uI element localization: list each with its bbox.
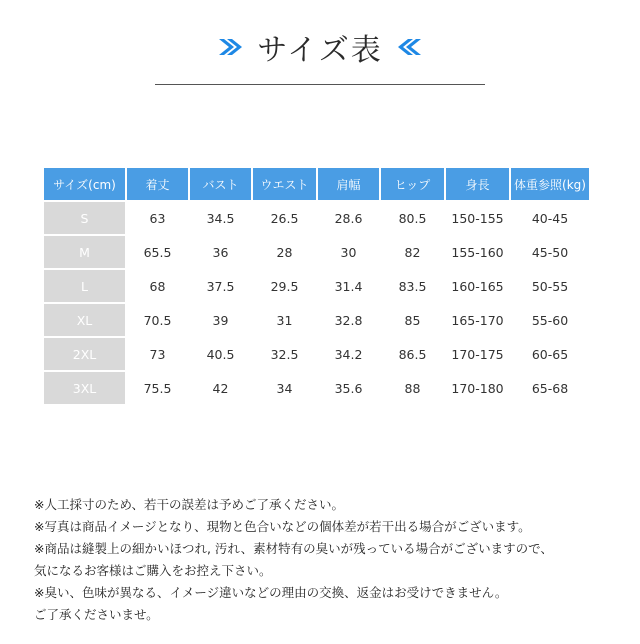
table-cell: 40.5 (190, 338, 251, 370)
table-cell: 31 (253, 304, 316, 336)
table-cell: 60-65 (511, 338, 589, 370)
table-cell: 34 (253, 372, 316, 404)
table-cell: 34.2 (318, 338, 379, 370)
table-cell: 170-180 (446, 372, 509, 404)
size-label: XL (44, 304, 125, 336)
table-cell: 34.5 (190, 202, 251, 234)
note-line: ※臭い、色味が異なる、イメージ違いなどの理由の交換、返金はお受けできません。 (34, 585, 508, 600)
table-cell: 37.5 (190, 270, 251, 302)
note-line: ※人工採寸のため、若干の誤差は予めご了承ください。 (34, 497, 344, 512)
note-line: 気になるお客様はご購入をお控え下さい。 (34, 563, 272, 578)
header-hip: ヒップ (381, 168, 444, 200)
note-line: ご了承くださいませ。 (34, 607, 159, 622)
size-label: 3XL (44, 372, 125, 404)
table-cell: 170-175 (446, 338, 509, 370)
table-cell: 55-60 (511, 304, 589, 336)
size-table (42, 166, 591, 406)
table-cell: 83.5 (381, 270, 444, 302)
table-cell: 65-68 (511, 372, 589, 404)
table-cell: 165-170 (446, 304, 509, 336)
header-shoulder: 肩幅 (318, 168, 379, 200)
table-cell: 82 (381, 236, 444, 268)
table-cell: 73 (127, 338, 188, 370)
note-line: ※写真は商品イメージとなり、現物と色合いなどの個体差が若干出る場合がございます。 (34, 519, 531, 534)
table-row (44, 202, 589, 234)
table-cell: 39 (190, 304, 251, 336)
table-cell: 45-50 (511, 236, 589, 268)
table-cell: 50-55 (511, 270, 589, 302)
table-cell: 155-160 (446, 236, 509, 268)
table-cell: 88 (381, 372, 444, 404)
header-bust: バスト (190, 168, 251, 200)
chevron-right-icon (217, 36, 243, 58)
table-cell: 32.8 (318, 304, 379, 336)
table-row (44, 236, 589, 268)
table-cell: 65.5 (127, 236, 188, 268)
header-size: サイズ(cm) (44, 168, 125, 200)
table-cell: 70.5 (127, 304, 188, 336)
table-cell: 86.5 (381, 338, 444, 370)
table-cell: 29.5 (253, 270, 316, 302)
table-cell: 85 (381, 304, 444, 336)
table-cell: 68 (127, 270, 188, 302)
header-weight: 体重参照(kg) (511, 168, 589, 200)
title-area (0, 24, 640, 70)
table-cell: 31.4 (318, 270, 379, 302)
table-cell: 80.5 (381, 202, 444, 234)
table-row (44, 304, 589, 336)
size-label: S (44, 202, 125, 234)
table-header-row (44, 168, 589, 200)
table-row (44, 372, 589, 404)
header-waist: ウエスト (253, 168, 316, 200)
notes-section (34, 494, 624, 626)
table-cell: 36 (190, 236, 251, 268)
table-cell: 40-45 (511, 202, 589, 234)
title-divider (155, 84, 485, 85)
page-title: サイズ表 (257, 33, 383, 68)
table-row (44, 338, 589, 370)
table-cell: 28 (253, 236, 316, 268)
note-line: ※商品は縫製上の細かいほつれ, 汚れ、素材特有の臭いが残っている場合がございますので、 (34, 541, 553, 556)
header-length: 着丈 (127, 168, 188, 200)
table-cell: 26.5 (253, 202, 316, 234)
size-label: L (44, 270, 125, 302)
table-cell: 63 (127, 202, 188, 234)
table-cell: 42 (190, 372, 251, 404)
table-row (44, 270, 589, 302)
table-cell: 28.6 (318, 202, 379, 234)
size-label: M (44, 236, 125, 268)
table-cell: 30 (318, 236, 379, 268)
table-cell: 35.6 (318, 372, 379, 404)
table-cell: 150-155 (446, 202, 509, 234)
chevron-left-icon (397, 36, 423, 58)
table-cell: 75.5 (127, 372, 188, 404)
table-cell: 160-165 (446, 270, 509, 302)
size-label: 2XL (44, 338, 125, 370)
header-height: 身長 (446, 168, 509, 200)
table-cell: 32.5 (253, 338, 316, 370)
